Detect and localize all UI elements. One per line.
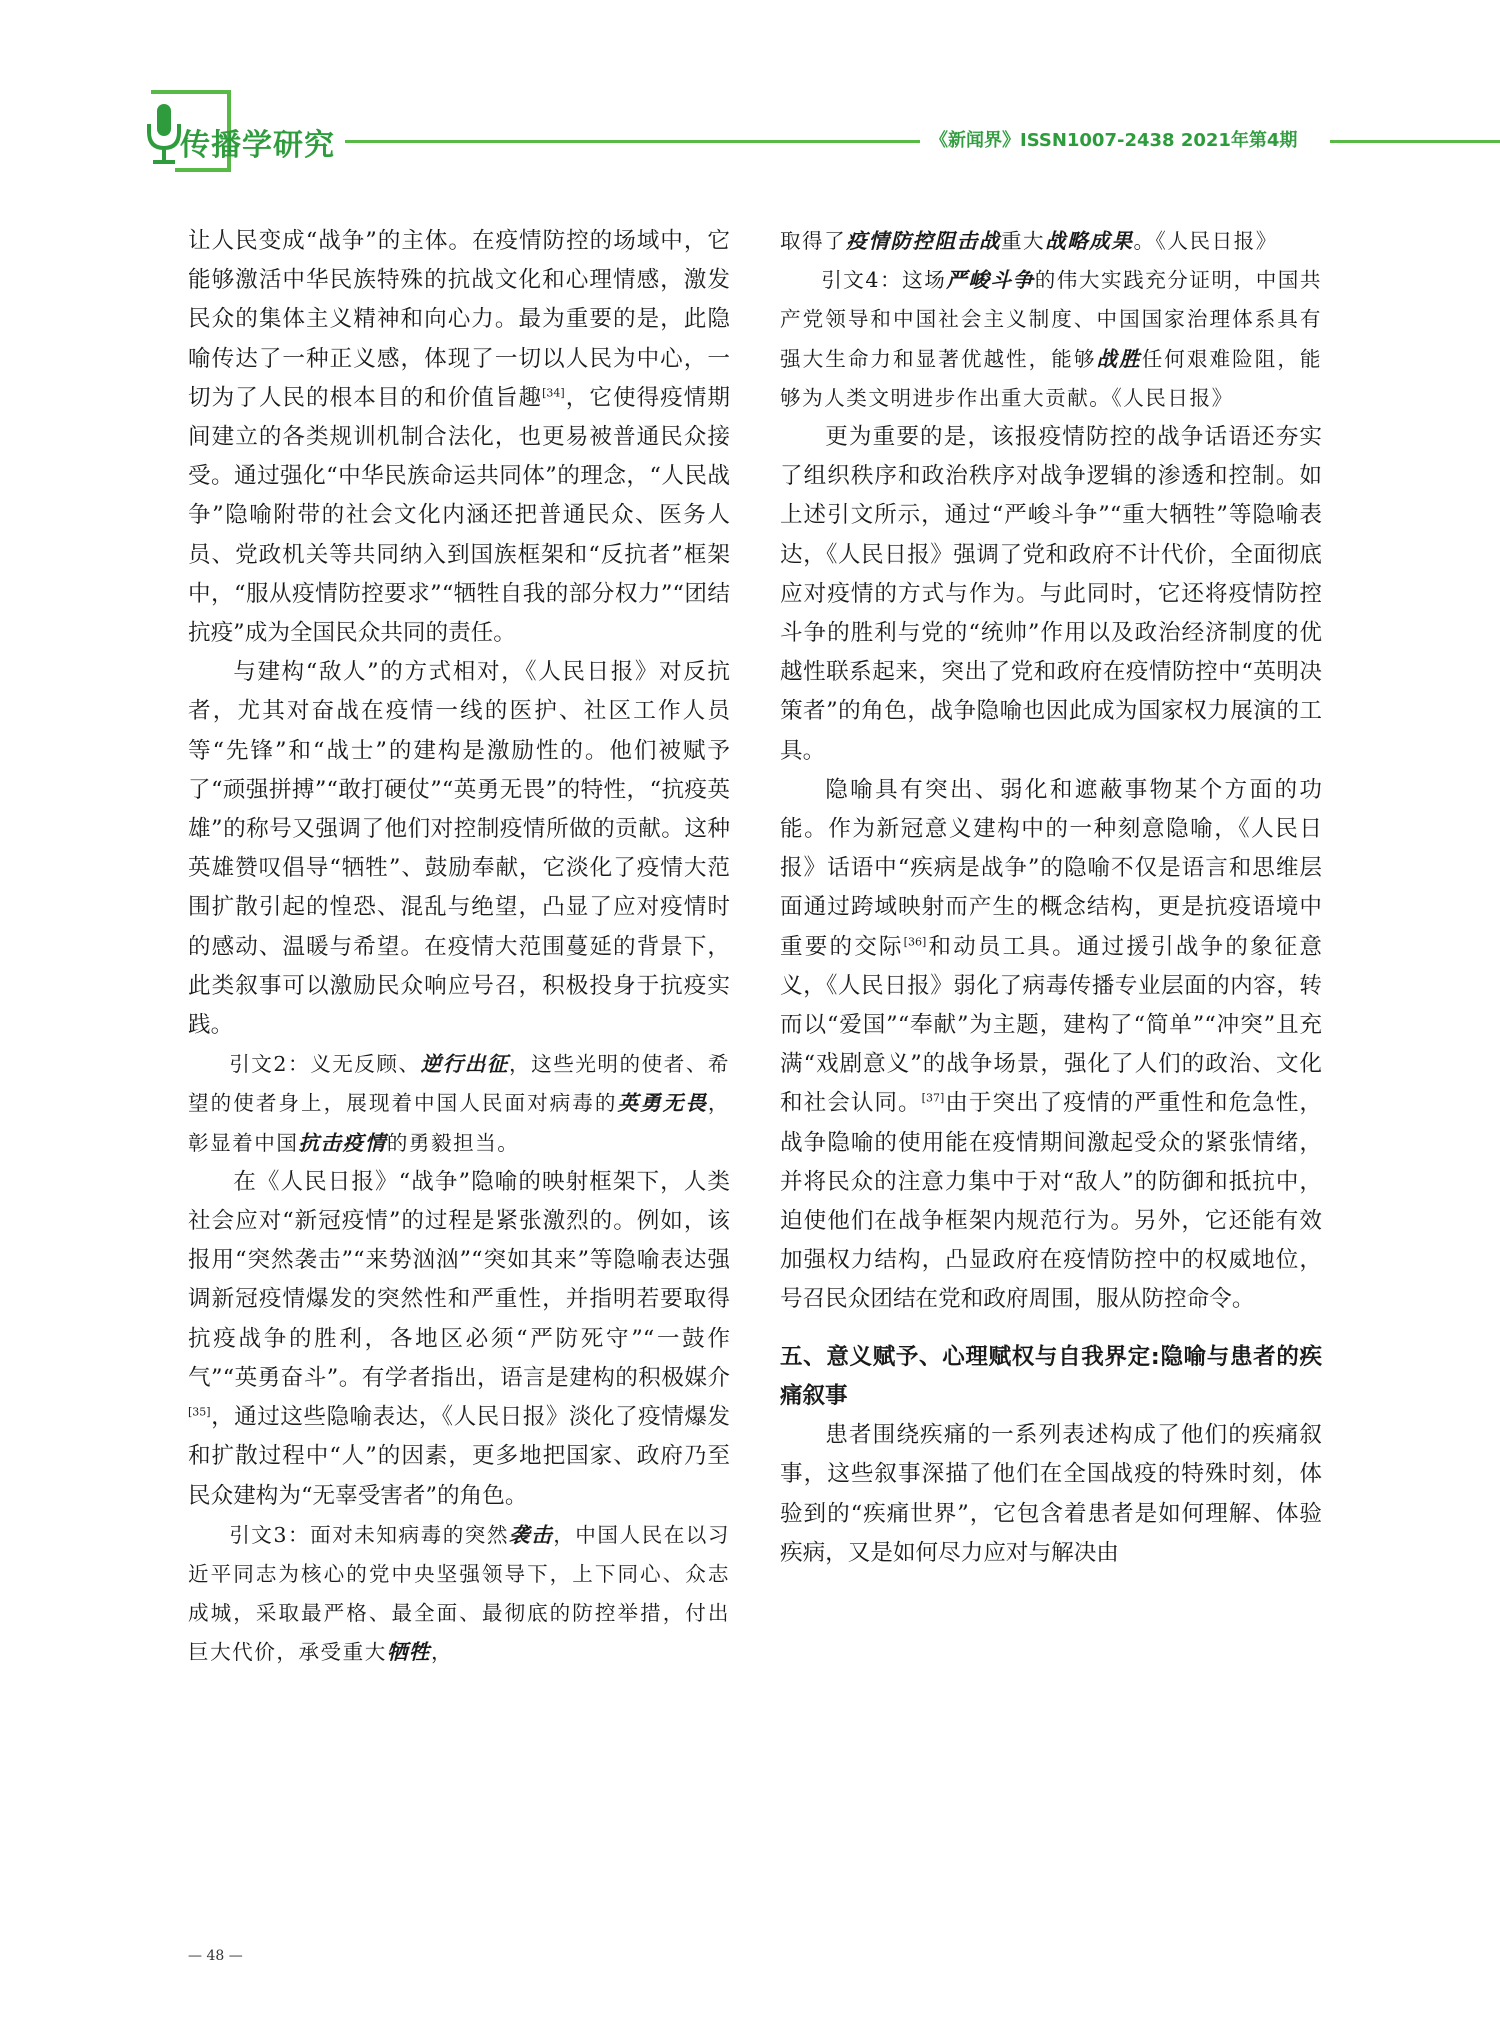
section-heading: 五、意义赋予、心理赋权与自我界定:隐喻与患者的疾痛叙事	[780, 1343, 1322, 1409]
paragraph: 更为重要的是，该报疫情防控的战争话语还夯实了组织秩序和政治秩序对战争逻辑的渗透和控制。如上述引文所示，通过“严峻斗争”“重大牺牲”等隐喻表达，《人民日报》强调了党和政府不计代价，全面彻底应对疫情的方式与作为。与此同时，它还将疫情防控斗争的胜利与党的“统帅”作用以及政治经济制度的优越性联系起来，突出了党和政府在疫情防控中“英明决策者”的角色，战争隐喻也因此成为国家权力展演的工具。	[780, 424, 1322, 764]
citation-ref: [34]	[542, 386, 565, 400]
paragraph: 患者围绕疾痛的一系列表述构成了他们的疾痛叙事，这些叙事深描了他们在全国战疫的特殊时刻，体验到的“疾痛世界”，它包含着患者是如何理解、体验疾病，又是如何尽力应对与解决由	[780, 1422, 1322, 1566]
paragraph: 在《人民日报》“战争”隐喻的映射框架下，人类社会应对“新冠疫情”的过程是紧张激烈的。例如，该报用“突然袭击”“来势汹汹”“突如其来”等隐喻表达强调新冠疫情爆发的突然性和严重性，并指明若要取得抗疫战争的胜利，各地区必须“严防死守”“一鼓作气”“英勇奋斗”。有学者指出，语言是建构的积极媒介[35]，通过这些隐喻表达，《人民日报》淡化了疫情爆发和扩散过程中“人”的因素，更多地把国家、政府乃至民众建构为“无辜受害者”的角色。	[188, 1168, 730, 1509]
citation-ref: [37]	[921, 1091, 945, 1105]
header-rule-left	[345, 140, 920, 143]
quote-3-continued: 取得了疫情防控阻击战重大战略成果。《人民日报》	[780, 229, 1278, 253]
journal-info: 《新闻界》ISSN1007-2438 2021年第4期	[930, 130, 1298, 151]
left-column	[188, 222, 730, 1673]
section-name: 传播学研究	[180, 128, 335, 163]
paragraph: 与建构“敌人”的方式相对，《人民日报》对反抗者，尤其对奋战在疫情一线的医护、社区工作人员等“先锋”和“战士”的建构是激励性的。他们被赋予了“顽强拼搏”“敢打硬仗”“英勇无畏”的特性，“抗疫英雄”的称号又强调了他们对控制疫情所做的贡献。这种英雄赞叹倡导“牺牲”、鼓励奉献，它淡化了疫情大范围扩散引起的惶恐、混乱与绝望，凸显了应对疫情时的感动、温暖与希望。在疫情大范围蔓延的背景下，此类叙事可以激励民众响应号召，积极投身于抗疫实践。	[188, 659, 730, 1039]
citation-ref: [36]	[903, 935, 927, 949]
page-number: — 48 —	[188, 1948, 243, 1964]
citation-ref: [35]	[188, 1405, 211, 1419]
paragraph: 隐喻具有突出、弱化和遮蔽事物某个方面的功能。作为新冠意义建构中的一种刻意隐喻，《人民日报》话语中“疾病是战争”的隐喻不仅是语言和思维层面通过跨域映射而产生的概念结构，更是抗疫语境中重要的交际[36]和动员工具。通过援引战争的象征意义，《人民日报》弱化了病毒传播专业层面的内容，转而以“爱国”“奉献”为主题，建构了“简单”“冲突”且充满“戏剧意义”的战争场景，强化了人们的政治、文化和社会认同。[37]由于突出了疫情的严重性和危急性，战争隐喻的使用能在疫情期间激起受众的紧张情绪，并将民众的注意力集中于对“敌人”的防御和抵抗中，迫使他们在战争框架内规范行为。另外，它还能有效加强权力结构，凸显政府在疫情防控中的权威地位，号召民众团结在党和政府周围，服从防控命令。	[780, 776, 1323, 1313]
quote-3: 引文3：面对未知病毒的突然袭击，中国人民在以习近平同志为核心的党中央坚强领导下，上下同心、众志成城，采取最严格、最全面、最彻底的防控举措，付出巨大代价，承受重大牺牲，	[188, 1522, 730, 1665]
paragraph: 让人民变成“战争”的主体。在疫情防控的场域中，它能够激活中华民族特殊的抗战文化和心理情感，激发民众的集体主义精神和向心力。最为重要的是，此隐喻传达了一种正义感，体现了一切以人民为中心，一切为了人民的根本目的和价值旨趣[34]，它使得疫情期间建立的各类规训机制合法化，也更易被普通民众接受。通过强化“中华民族命运共同体”的理念，“人民战争”隐喻附带的社会文化内涵还把普通民众、医务人员、党政机关等共同纳入到国族框架和“反抗者”框架中，“服从疫情防控要求”“牺牲自我的部分权力”“团结抗疫”成为全国民众共同的责任。	[188, 228, 730, 647]
right-column	[780, 222, 1322, 1573]
quote-2: 引文2：义无反顾、逆行出征，这些光明的使者、希望的使者身上，展现着中国人民面对病毒的英勇无畏，彰显着中国抗击疫情的勇毅担当。	[188, 1052, 731, 1155]
header-rule-right	[1330, 140, 1500, 143]
quote-4: 引文4：这场严峻斗争的伟大实践充分证明，中国共产党领导和中国社会主义制度、中国国家治理体系具有强大生命力和显著优越性，能够战胜任何艰难险阻，能够为人类文明进步作出重大贡献。《人民日报》	[780, 268, 1323, 410]
page-header	[0, 88, 1500, 188]
